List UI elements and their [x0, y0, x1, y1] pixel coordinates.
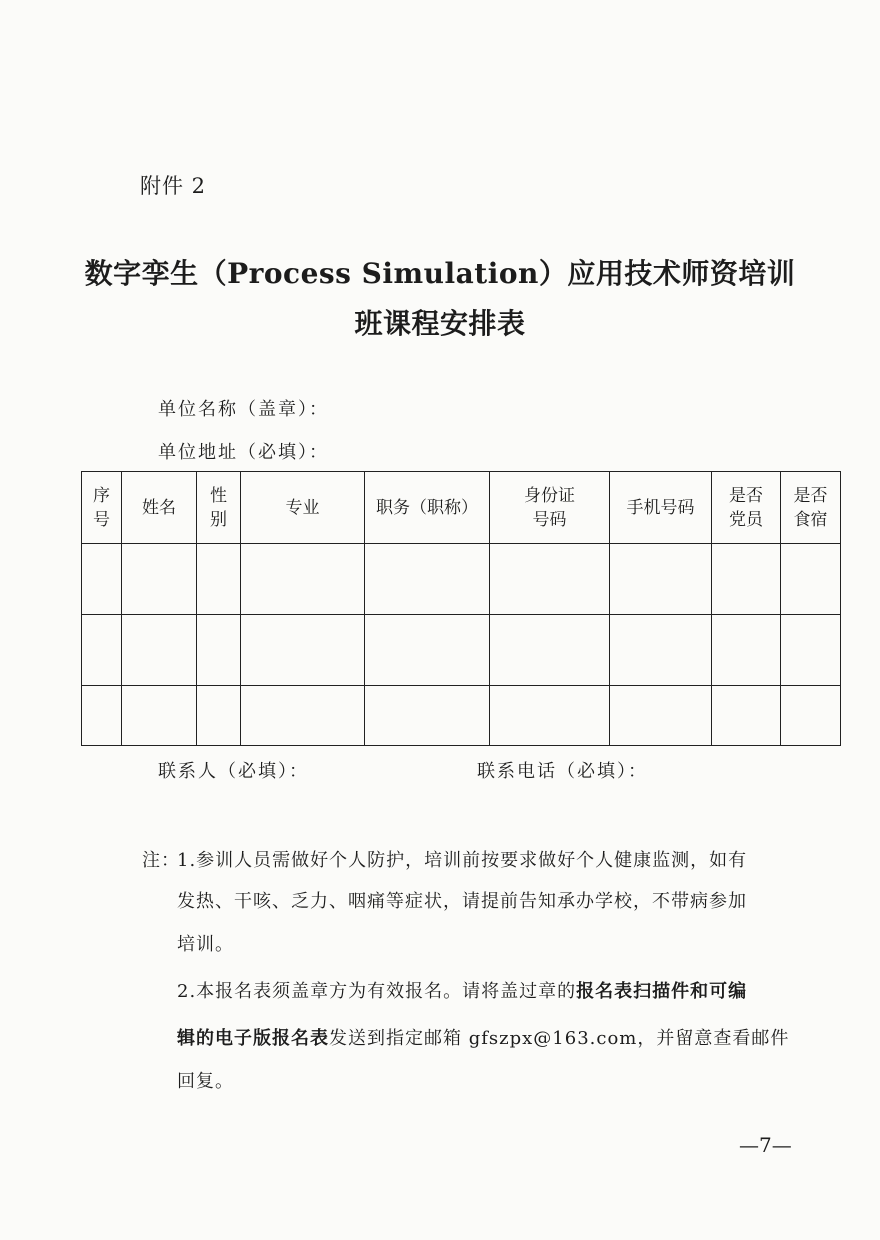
table-row: [82, 615, 841, 686]
contact-person-field: 联系人（必填）：: [158, 761, 309, 782]
table-cell[interactable]: [197, 544, 241, 615]
table-cell[interactable]: [82, 544, 122, 615]
table-row: [82, 544, 841, 615]
header-gender: 性别: [197, 472, 241, 544]
table-cell[interactable]: [365, 615, 490, 686]
note-item-2-line-2: [177, 1024, 789, 1050]
document-title-line-2: 班课程安排表: [354, 307, 526, 340]
page-number: —7—: [739, 1133, 792, 1157]
registration-table: [81, 471, 841, 746]
header-party-member: 是否党员: [712, 472, 781, 544]
table-cell[interactable]: [490, 686, 610, 746]
note-item-1-line-3: 培训。: [177, 934, 234, 955]
table-cell[interactable]: [122, 615, 197, 686]
table-header-row: [82, 472, 841, 544]
note-item-1-line-1: 1.参训人员需做好个人防护，培训前按要求做好个人健康监测，如有: [177, 850, 748, 871]
note-item-2-emphasis: 报名表扫描件和可编: [576, 981, 748, 1002]
contact-phone-field: 联系电话（必填）：: [477, 761, 648, 782]
table-cell[interactable]: [781, 544, 841, 615]
table-cell[interactable]: [241, 615, 365, 686]
table-cell[interactable]: [712, 544, 781, 615]
table-cell[interactable]: [712, 686, 781, 746]
table-cell[interactable]: [82, 686, 122, 746]
unit-address-field: 单位地址（必填）：: [158, 442, 329, 463]
table-cell[interactable]: [610, 544, 712, 615]
header-position: 职务（职称）: [365, 472, 490, 544]
header-lodging: 是否食宿: [781, 472, 841, 544]
document-title-line-1: 数字孪生（Process Simulation）应用技术师资培训: [84, 257, 796, 290]
table-cell[interactable]: [365, 544, 490, 615]
header-phone: 手机号码: [610, 472, 712, 544]
table-cell[interactable]: [610, 686, 712, 746]
table-cell[interactable]: [122, 686, 197, 746]
table-cell[interactable]: [197, 615, 241, 686]
table-cell[interactable]: [781, 686, 841, 746]
table-cell[interactable]: [365, 686, 490, 746]
header-id-number: 身份证号码: [490, 472, 610, 544]
table-cell[interactable]: [490, 615, 610, 686]
table-cell[interactable]: [241, 544, 365, 615]
table-cell[interactable]: [82, 615, 122, 686]
table-cell[interactable]: [197, 686, 241, 746]
note-item-2-line-3: 回复。: [177, 1071, 234, 1092]
attachment-label: 附件 2: [140, 174, 207, 198]
table-cell[interactable]: [610, 615, 712, 686]
header-major: 专业: [241, 472, 365, 544]
table-cell[interactable]: [241, 686, 365, 746]
table-cell[interactable]: [781, 615, 841, 686]
note-item-2-emphasis: 辑的电子版报名表: [177, 1028, 329, 1049]
note-item-2-text: 发送到指定邮箱 gfszpx@163.com，并留意查看邮件: [329, 1028, 790, 1049]
header-name: 姓名: [122, 472, 197, 544]
note-item-2-line-1: [177, 977, 747, 1003]
table-cell[interactable]: [490, 544, 610, 615]
table-row: [82, 686, 841, 746]
note-label: 注：: [142, 850, 180, 871]
unit-name-field: 单位名称（盖章）：: [158, 399, 329, 420]
note-item-2-text: 2.本报名表须盖章方为有效报名。请将盖过章的: [177, 981, 577, 1002]
header-seq: 序号: [82, 472, 122, 544]
note-item-1-line-2: 发热、干咳、乏力、咽痛等症状，请提前告知承办学校，不带病参加: [177, 891, 747, 912]
table-cell[interactable]: [712, 615, 781, 686]
table-cell[interactable]: [122, 544, 197, 615]
